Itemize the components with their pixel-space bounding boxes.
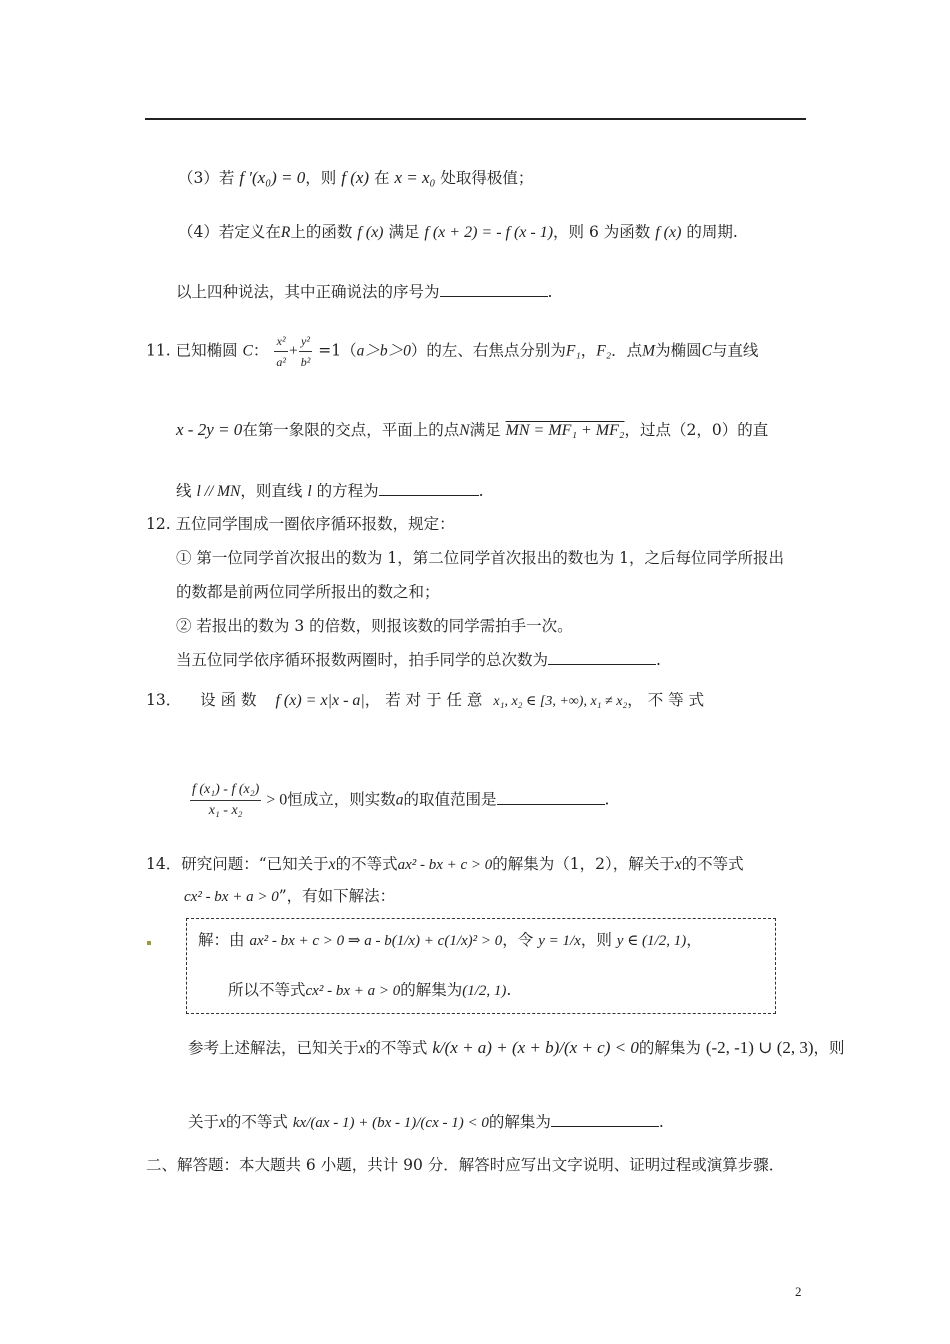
fraction-difference-quotient: $\frac{\text{f (x₁) - f (x₂)}}{\text{x₁ - x₂}}$ (192, 782, 260, 818)
question-12-ask: 当五位同学依序循环报数两圈时，拍手同学的总次数为 . (176, 651, 661, 669)
page-number: 2 (795, 1284, 802, 1299)
question-11-line1: 11. 已知椭圆 C： $\frac{\text{x²}}{\text{a²}}$ + $\frac{\text{y²}}{\text{b²}}$ =1（a＞b＞0）的左、右焦点分别为F₁，F₂．点M为椭圆C与直线 (146, 331, 758, 372)
solution-line2: 所以不等式cx² - bx + a > 0的解集为(1/2, 1). (228, 981, 512, 999)
answer-blank[interactable] (548, 664, 656, 665)
statements-summary: 以上四种说法，其中正确说法的序号为 . (176, 283, 553, 301)
fraction-y2-b2: $\frac{\text{y²}}{\text{b²}}$ (299, 331, 313, 372)
question-14-ask: 关于x的不等式 kx/(ax - 1) + (bx - 1)/(cx - 1) < 0的解集为 . (188, 1113, 664, 1131)
answer-blank[interactable] (497, 804, 605, 805)
solution-line1: 解：由 ax² - bx + c > 0 ⇒ a - b(1/x) + c(1/x)² > 0，令 y = 1/x，则 y ∈ (1/2, 1)， (198, 931, 702, 949)
question-14-line2: cx² - bx + a > 0”，有如下解法： (184, 887, 396, 905)
question-14-reference: 参考上述解法，已知关于x的不等式 k/(x + a) + (x + b)/(x + c) < 0的解集为 (-2, -1) ∪ (2, 3)，则 (188, 1038, 845, 1057)
question-12-rule2: ② 若报出的数为 3 的倍数，则报该数的同学需拍手一次。 (176, 617, 573, 635)
part-2-heading: 二、解答题：本大题共 6 小题，共计 90 分．解答时应写出文字说明、证明过程或演算步骤． (146, 1156, 785, 1174)
question-11-line3: 线 l // MN，则直线 l 的方程为 . (176, 482, 484, 500)
question-12-rule1a: ① 第一位同学首次报出的数为 1，第二位同学首次报出的数也为 1，之后每位同学所报出 (176, 549, 785, 567)
question-12-rule1b: 的数都是前两位同学所报出的数之和； (176, 583, 440, 601)
header-rule (145, 118, 806, 120)
question-12-title: 12. 五位同学围成一圈依序循环报数，规定： (146, 515, 455, 533)
fraction-x2-a2: $\frac{\text{x²}}{\text{a²}}$ (274, 331, 288, 372)
question-13-line2: $\frac{\text{f (x₁) - f (x₂)}}{\text{x₁ - x₂}}$ > 0恒成立，则实数a的取值范围是 . (190, 780, 609, 821)
question-13-line1: 13． 设 函 数 f (x) = x|x - a|， 若 对 于 任 意 x₁, x₂ ∈ [3, +∞), x₁ ≠ x₂， 不 等 式 (146, 691, 705, 709)
bullet-marker (147, 941, 151, 945)
answer-blank[interactable] (440, 296, 548, 297)
question-11-line2: x - 2y = 0在第一象限的交点，平面上的点N满足 MN = MF₁ + MF₂，过点（2，0）的直 (176, 420, 769, 439)
statement-3: （3）若 f ′(x₀) = 0，则 f (x) 在 x = x₀ 处取得极值； (178, 168, 534, 187)
question-14-line1: 14．研究问题：“已知关于x的不等式ax² - bx + c > 0的解集为（1，2），解关于x的不等式 (146, 855, 744, 873)
answer-blank[interactable] (551, 1126, 659, 1127)
answer-blank[interactable] (379, 495, 479, 496)
statement-4: （4）若定义在R上的函数 f (x) 满足 f (x + 2) = - f (x - 1)，则 6 为函数 f (x) 的周期. (178, 223, 738, 241)
